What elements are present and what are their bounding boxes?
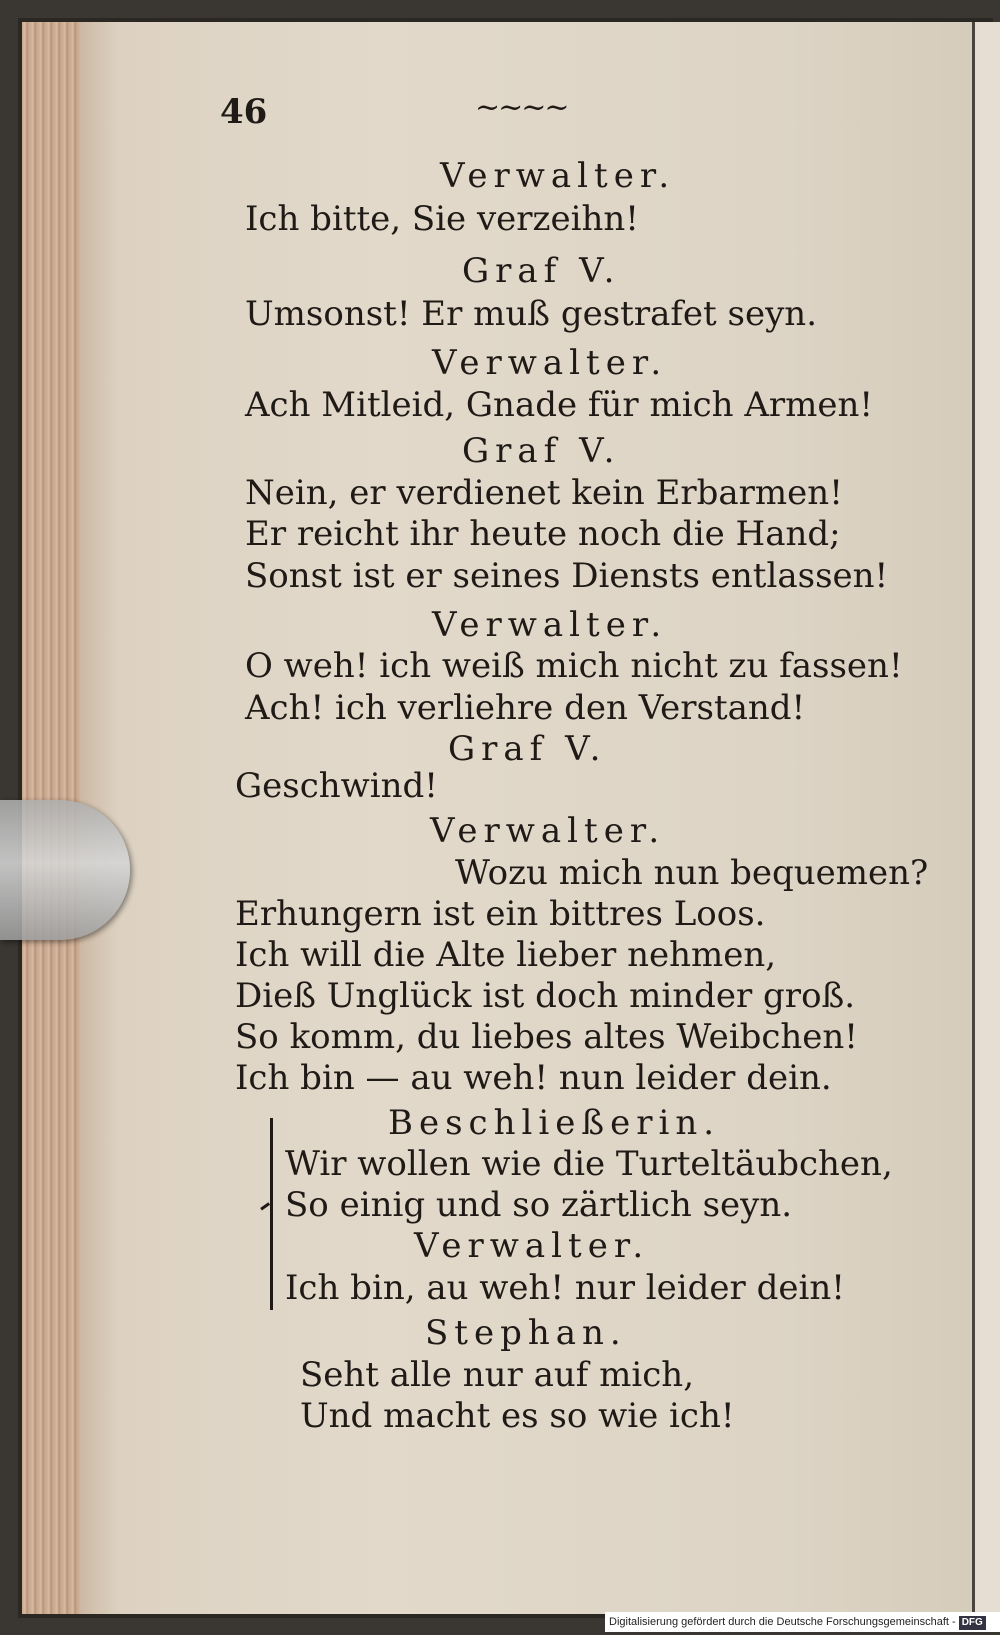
speaker-line: Beschließerin. — [388, 1103, 721, 1143]
header-ornament: ~~~~ — [475, 90, 568, 125]
verse-line: Nein, er verdienet kein Erbarmen! — [245, 473, 843, 513]
verse-line: Ich bin — au weh! nun leider dein. — [235, 1058, 832, 1098]
speaker-line: Verwalter. — [432, 605, 668, 645]
speaker-line: Graf V. — [462, 251, 621, 291]
verse-line: Wozu mich nun bequemen? — [455, 853, 929, 893]
verse-line: Wir wollen wie die Turteltäubchen, — [285, 1144, 893, 1184]
speaker-line: Stephan. — [425, 1313, 627, 1353]
verse-line: O weh! ich weiß mich nicht zu fassen! — [245, 646, 903, 686]
verse-line: So komm, du liebes altes Weibchen! — [235, 1017, 858, 1057]
verse-line: Dieß Unglück ist doch minder groß. — [235, 976, 856, 1016]
speaker-line: Verwalter. — [430, 811, 666, 851]
verse-line: Ach Mitleid, Gnade für mich Armen! — [245, 385, 874, 425]
verse-line: Er reicht ihr heute noch die Hand; — [245, 514, 841, 554]
verse-line: Ich bin, au weh! nur leider dein! — [285, 1268, 845, 1308]
gutter-line — [972, 22, 975, 1614]
verse-line: Erhungern ist ein bittres Loos. — [235, 894, 766, 934]
digitization-credit — [605, 1612, 1000, 1632]
facing-page-edge — [972, 22, 1000, 1614]
speaker-line: Graf V. — [462, 431, 621, 471]
verse-line: Ach! ich verliehre den Verstand! — [245, 688, 806, 728]
verse-line: Ich bitte, Sie verzeihn! — [245, 199, 639, 239]
verse-line: Seht alle nur auf mich, — [300, 1355, 695, 1395]
verse-line: Geschwind! — [235, 766, 438, 806]
speaker-line: Verwalter. — [432, 343, 668, 383]
speaker-line: Graf V. — [448, 729, 607, 769]
page-number: 46 — [220, 92, 268, 132]
verse-line: Sonst ist er seines Diensts entlassen! — [245, 556, 889, 596]
credit-text: Digitalisierung gefördert durch die Deutsche Forschungsgemeinschaft - — [609, 1616, 956, 1628]
verse-line: Umsonst! Er muß gestrafet seyn. — [245, 294, 818, 334]
verse-line: Ich will die Alte lieber nehmen, — [235, 935, 777, 975]
dfg-logo: DFG — [959, 1616, 986, 1630]
verse-line: So einig und so zärtlich seyn. — [285, 1185, 793, 1225]
speaker-line: Verwalter. — [414, 1226, 650, 1266]
verse-line: Und macht es so wie ich! — [300, 1396, 735, 1436]
speaker-line: Verwalter. — [440, 156, 676, 196]
